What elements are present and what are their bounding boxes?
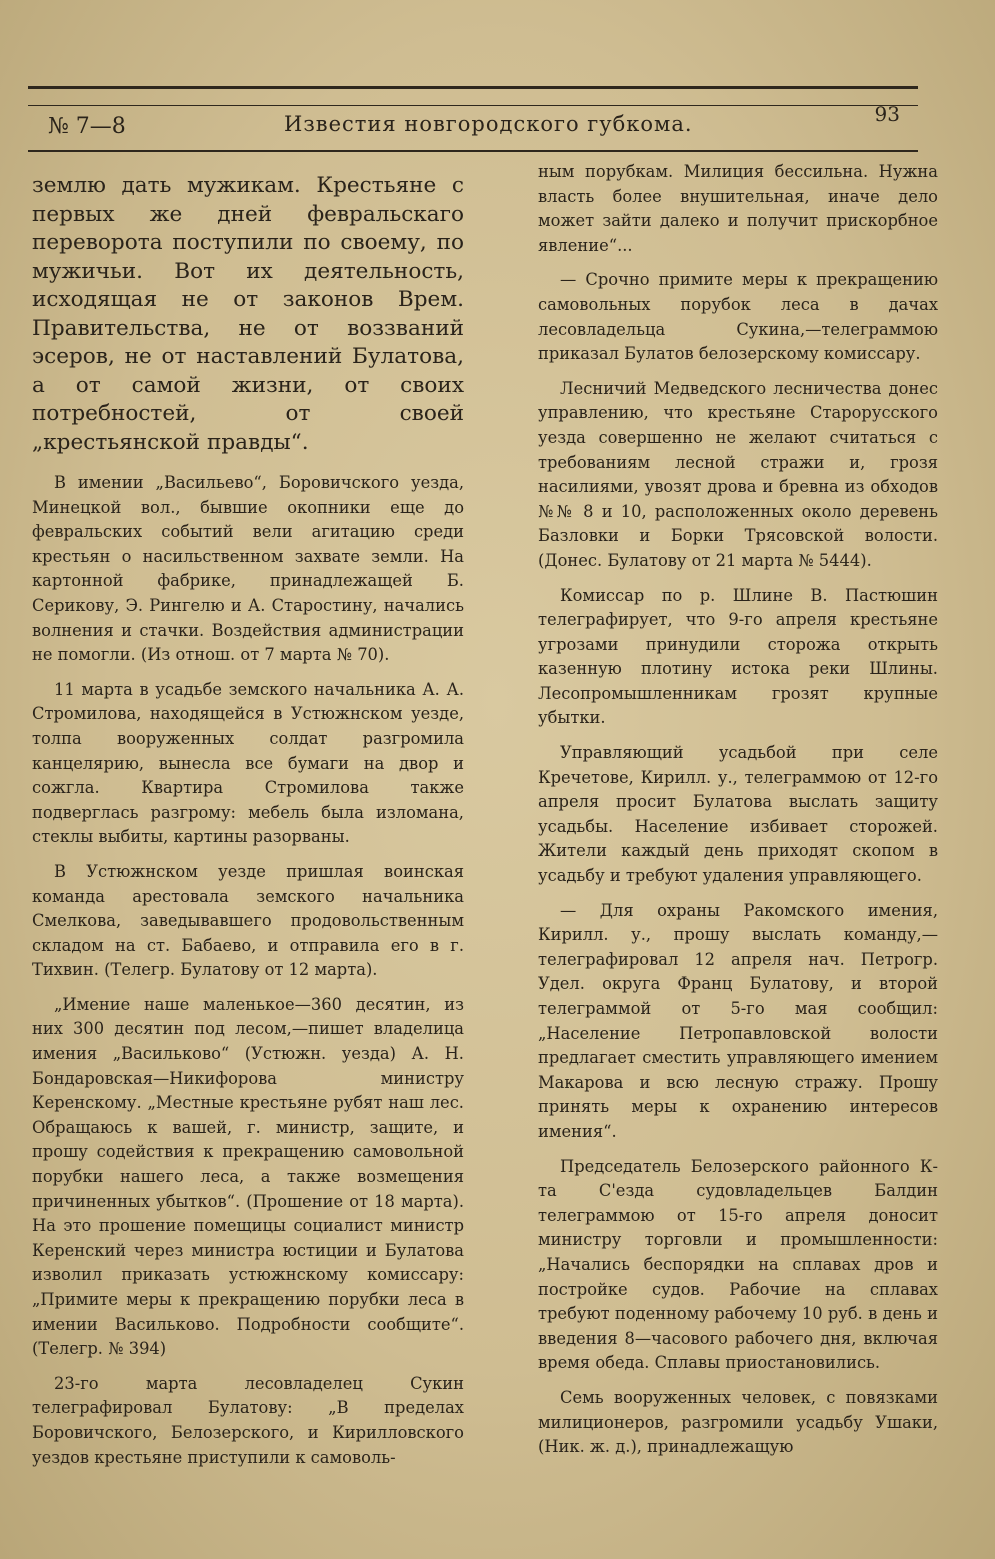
left-column	[32, 172, 464, 1472]
paragraph: „Имение наше маленькое—360 десятин, из них 300 десятин под лесом,—пишет владелица имения „Василькoво“ (Устюжн. уезда) А. Н. Бондаровская—Никифорова министру Керенскому. „Местные крестьяне рубят наш лес. Обращаюсь к вашей, г. министр, защите, и прошу содействия к прекращению самовольной порубки нашего леса, а также возмещения причиненных убытков“. (Прошение от 18 марта). На это прошение помещицы социалист министр Керенский через министра юстиции и Булатова изволил приказать устюжнскому комиссару: „Примите меры к прекращению порубки леса в имении Василькoво. Подробности сообщите“. (Телегр. № 394)	[32, 994, 464, 1359]
paragraph: землю дать мужикам. Крестьяне с первых же дней февральскаго переворота поступили по своему, по мужичьи. Вот их деятельность, исходящая не от законов Врем. Правительства, не от воззваний эсеров, не от наставлений Булатова, а от самой жизни, от своих потребностей, от своей „крестьянской правды“.	[32, 173, 464, 455]
paragraph: 23-го марта лесовладелец Сукин телеграфировал Булатову: „В пределах Боровичского, Белозерского, и Кирилловского уездов крестьяне приступили к самоволь-	[32, 1373, 464, 1467]
paragraph: — Срочно примите меры к прекращению самовольных порубок леса в дачах лесовладельца Сукина,—телеграммою приказал Булатов белозерскому комиссару.	[538, 270, 938, 364]
right-column	[538, 160, 938, 1480]
paragraph: 11 марта в усадьбе земского начальника А. А. Стромилова, находящейся в Устюжнском уезде, толпа вооруженных солдат разгромила канцелярию, вынесла все бумаги на двор и сожгла. Квартира Стромилова также подверглась разгрому: мебель была изломана, стеклы выбиты, картины разорваны.	[32, 679, 464, 847]
paragraph: В Устюжнском уезде пришлая воинская команда арестовала земского начальника Смелкова, заведывавшего продовольственным складом на ст. Бабаево, и отправила его в г. Тихвин. (Телегр. Булатову от 12 марта).	[32, 861, 464, 980]
paragraph: В имении „Васильево“, Боровичского уезда, Минецкой вол., бывшие окопники еще до февральских событий вели агитацию среди крестьян о насильственном захвате земли. На картонной фабрике, принадлежащей Б. Серикову, Э. Рингелю и А. Старостину, начались волнения и стачки. Воздействия администрации не помогли. (Из отнош. от 7 марта № 70).	[32, 473, 464, 665]
issue-number: № 7—8	[48, 114, 126, 139]
paragraph: Семь вооруженных человек, с повязками милиционеров, разгромили усадьбу Ушаки, (Ник. ж. д.), принадлежащую	[538, 1387, 938, 1457]
page-number: 93	[874, 102, 900, 126]
paragraph: Комиссар по р. Шлине В. Пастюшин телеграфирует, что 9-го апреля крестьяне угрозами принудили сторожа открыть казенную плотину истока реки Шлины. Лесопромышленникам грозят крупные убытки.	[538, 585, 938, 728]
journal-title: Известия новгородского губкома.	[284, 112, 693, 136]
paragraph: Лесничий Медведского лесничества донес управлению, что крестьяне Старорусского уезда совершенно не желают считаться с требованиям лесной стражи и, грозя насилиями, увозят дрова и бревна из обходов №№ 8 и 10, расположенных около деревень Базловки и Борки Трясовской волости. (Донес. Булатову от 21 марта № 5444).	[538, 378, 938, 570]
paragraph: Управляющий усадьбой при селе Кречетове, Кирилл. у., телеграммою от 12-го апреля просит Булатова выслать защиту усадьбы. Население избивает сторожей. Жители каждый день приходят скопом в усадьбу и требуют удаления управляющего.	[538, 743, 938, 886]
paragraph: — Для охраны Ракомского имения, Кирилл. у., прошу выслать команду,—телеграфировал 12 апреля нач. Петрогр. Удел. округа Франц Булатову, и второй телеграммой от 5-го мая сообщил: „Население Петропавловской волости предлагает сместить управляющего имением Макарова и всю лесную стражу. Прошу принять меры к охранению интересов имения“.	[538, 900, 938, 1141]
paragraph: ным порубкам. Милиция бессильна. Нужна власть более внушительная, иначе дело может зайти далеко и получит прискорбное явление“...	[538, 162, 938, 255]
running-header	[40, 104, 900, 144]
header-bottom-rule	[28, 150, 918, 152]
header-top-rule	[28, 86, 918, 89]
paragraph: Председатель Белозерского районного К-та С'езда судовладельцев Балдин телеграммою от 15-го апреля доносит министру торговли и промышленности: „Начались беспорядки на сплавах дров и постройке судов. Рабочие на сплавах требуют поденному рабочему 10 руб. в день и введения 8—часового рабочего дня, включая время обеда. Сплавы приостановились.	[538, 1156, 938, 1373]
